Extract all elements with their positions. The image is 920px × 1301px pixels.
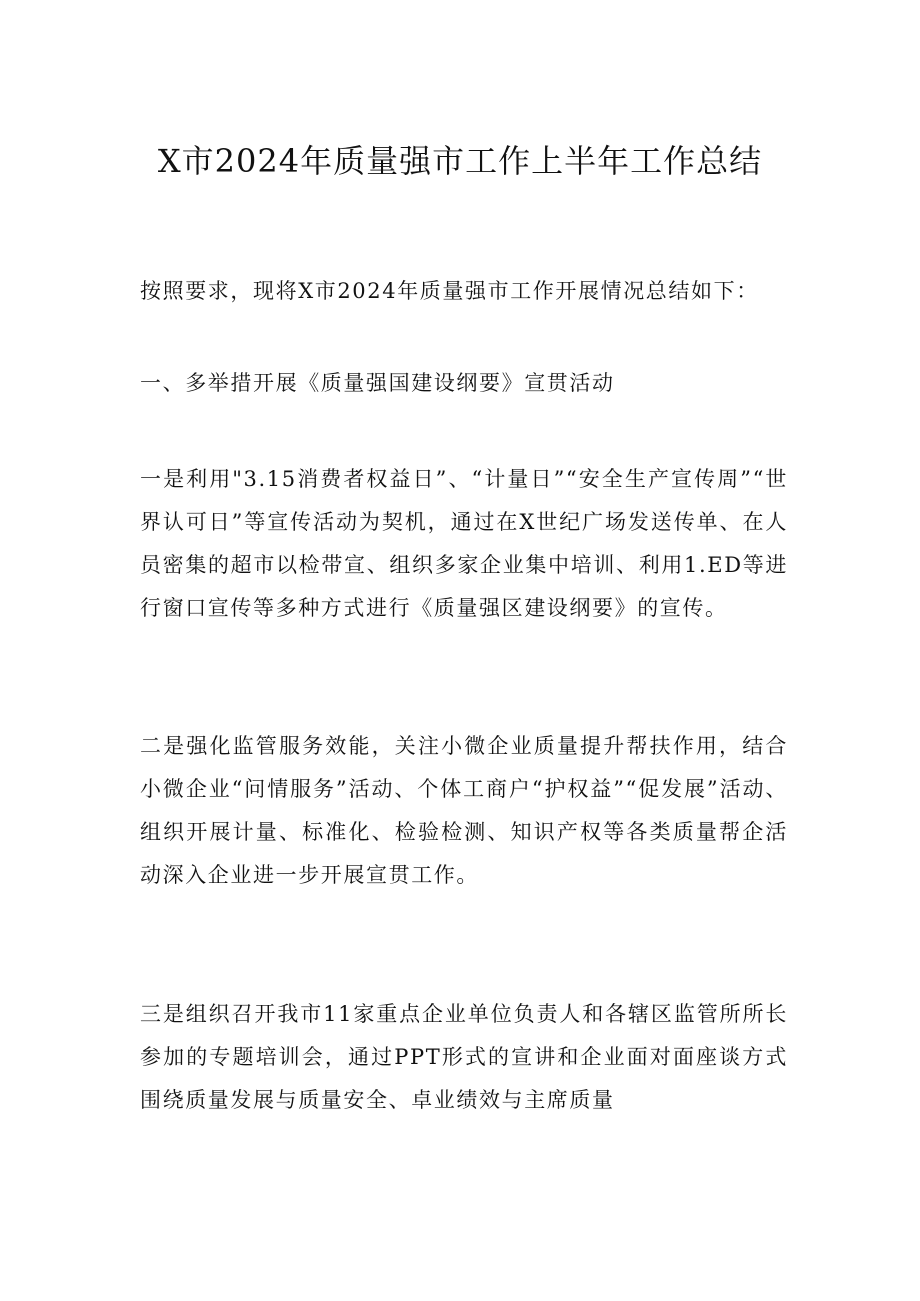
body-paragraph-1: 一是利用"3.15消费者权益日”、“计量日”“安全生产宣传周”“世界认可日”等宣传活动为契机，通过在X世纪广场发送传单、在人员密集的超市以检带宣、组织多家企业集中培训、利用1.ED等进行窗口宣传等多种方式进行《质量强区建设纲要》的宣传。 [140,467,788,620]
body-paragraph-3: 三是组织召开我市11家重点企业单位负责人和各辖区监管所所长参加的专题培训会，通过PPT形式的宣讲和企业面对面座谈方式围绕质量发展与质量安全、卓业绩效与主席质量 [140,1002,788,1112]
section-heading: 一、多举措开展《质量强国建设纲要》宣贯活动 [140,371,615,395]
body-paragraph-2: 二是强化监管服务效能，关注小微企业质量提升帮扶作用，结合小微企业“问情服务”活动、个体工商户“护权益”“促发展”活动、组织开展计量、标准化、检验检测、知识产权等各类质量帮企活动深入企业进一步开展宣贯工作。 [140,734,788,887]
document-title: X市2024年质量强市工作上半年工作总结 [157,142,763,180]
intro-paragraph: 按照要求，现将X市2024年质量强市工作开展情况总结如下： [140,279,759,303]
